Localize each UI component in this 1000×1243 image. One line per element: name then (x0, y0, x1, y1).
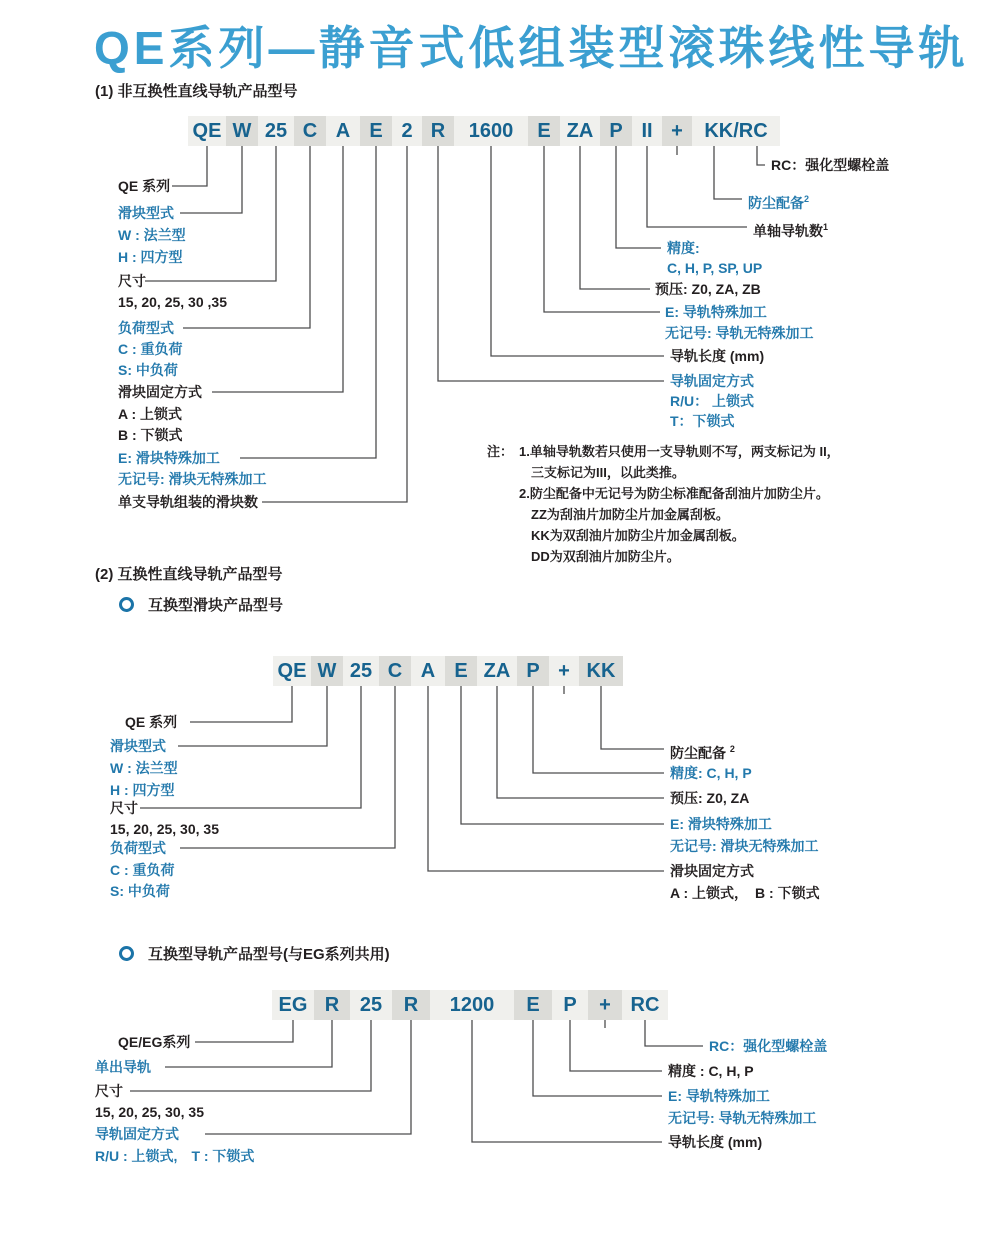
code-segment: RC (622, 990, 668, 1020)
d1-label-rail-fix: 导轨固定方式 (670, 373, 754, 389)
d1-label-block-count: 单支导轨组装的滑块数 (118, 494, 258, 510)
d1-label-block-fix-a: A : 上锁式 (118, 406, 183, 422)
d3-label-single-rail: 单出导轨 (95, 1059, 151, 1075)
code-segment: A (326, 116, 360, 146)
d2-label-block-type-w: W : 法兰型 (110, 760, 178, 776)
d2-label-block-type-h: H : 四方型 (110, 782, 175, 798)
code-segment: R (314, 990, 350, 1020)
d3-label-series: QE/EG系列 (118, 1034, 191, 1050)
d2-label-block-type: 滑块型式 (110, 738, 166, 754)
note-line-1: 1.单轴导轨数若只使用一支导轨则不写，两支标记为 II， (519, 444, 840, 459)
code-segment: KK/RC (692, 116, 780, 146)
note-line-2: 三支标记为III，以此类推。 (531, 465, 685, 480)
d3-label-rail-fix: 导轨固定方式 (95, 1126, 179, 1142)
d1-label-size: 尺寸 (118, 273, 146, 289)
code-segment: E (528, 116, 560, 146)
code-segment: 25 (350, 990, 392, 1020)
d3-label-size: 尺寸 (95, 1083, 123, 1099)
d2-label-sizes: 15, 20, 25, 30, 35 (110, 821, 219, 837)
superscript: 2 (804, 194, 810, 204)
d3-label-rail-e-none: 无记号: 导轨无特殊加工 (668, 1110, 817, 1126)
d1-label-load-type: 负荷型式 (118, 320, 174, 336)
code-segment: 1200 (430, 990, 514, 1020)
d2-label-size: 尺寸 (110, 800, 138, 816)
d1-label-rail-fix-ru: R/U： 上锁式 (670, 393, 754, 409)
code-segment: R (422, 116, 454, 146)
code-segment: R (392, 990, 430, 1020)
code-segment: QE (188, 116, 226, 146)
note-line-3: 2.防尘配备中无记号为防尘标准配备刮油片加防尘片。 (519, 486, 829, 501)
d1-label-block-type-w: W : 法兰型 (118, 227, 186, 243)
d2-label-dust: 防尘配备 $^2$ (670, 744, 735, 761)
d1-label-dust: 防尘配备$^2$ (748, 194, 810, 211)
d3-label-sizes: 15, 20, 25, 30, 35 (95, 1104, 204, 1120)
page-title: QE系列—静音式低组装型滚珠线性导轨 (94, 22, 969, 74)
d1-label-load-c: C : 重负荷 (118, 341, 183, 357)
d1-label-rail-fix-t: T：下锁式 (670, 413, 735, 429)
model-code-1 (188, 116, 780, 146)
d2-label-block-fix: 滑块固定方式 (670, 863, 754, 879)
bullet-circle-icon (119, 946, 134, 961)
d1-label-precision-values: C, H, P, SP, UP (667, 260, 763, 276)
d3-label-rail-fix-rut: R/U : 上锁式, T : 下锁式 (95, 1148, 255, 1164)
d2-label-block-e: E: 滑块特殊加工 (670, 816, 772, 832)
superscript: 1 (823, 222, 829, 232)
d3-label-precision: 精度 : C, H, P (668, 1063, 754, 1079)
code-segment: C (379, 656, 411, 686)
d1-label-load-s: S: 中负荷 (118, 362, 178, 378)
d1-label-rail-count: 单轴导轨数$^1$ (753, 222, 829, 239)
code-segment: 2 (392, 116, 422, 146)
d1-label-rc: RC：强化型螺栓盖 (771, 157, 890, 173)
d2-label-block-fix-ab: A : 上锁式， B : 下锁式 (670, 885, 820, 901)
code-segment: 25 (343, 656, 379, 686)
d2-label-precision: 精度: C, H, P (670, 765, 752, 781)
d1-label-sizes: 15, 20, 25, 30 ,35 (118, 294, 227, 310)
code-segment: E (514, 990, 552, 1020)
d1-label-rail-length: 导轨长度 (mm) (670, 348, 765, 364)
sub2b-heading: 互换型导轨产品型号(与EG系列共用) (148, 946, 390, 963)
superscript: 2 (729, 744, 735, 754)
d1-label-block-fix: 滑块固定方式 (118, 384, 202, 400)
d1-label-block-e: E: 滑块特殊加工 (118, 450, 220, 466)
notes-label: 注： (487, 444, 514, 459)
d1-label-precision: 精度: (667, 240, 700, 256)
model-code-3 (272, 990, 668, 1020)
bullet-circle-icon (119, 597, 134, 612)
sub2a-heading: 互换型滑块产品型号 (148, 597, 284, 614)
d1-label-rail-e: E: 导轨特殊加工 (665, 304, 767, 320)
code-segment: II (632, 116, 662, 146)
code-segment: + (662, 116, 692, 146)
d1-label-block-type: 滑块型式 (118, 205, 174, 221)
code-segment: W (311, 656, 343, 686)
code-segment: C (294, 116, 326, 146)
d2-label-preload: 预压: Z0, ZA (670, 790, 750, 806)
d1-label-preload: 预压: Z0, ZA, ZB (655, 281, 761, 297)
code-segment: E (445, 656, 477, 686)
code-segment: E (360, 116, 392, 146)
section2-heading: (2) 互换性直线导轨产品型号 (95, 566, 283, 583)
note-line-6: DD为双刮油片加防尘片。 (531, 549, 680, 564)
code-segment: + (588, 990, 622, 1020)
code-segment: ZA (477, 656, 517, 686)
d2-label-series: QE 系列 (125, 714, 178, 730)
d3-label-rail-e: E: 导轨特殊加工 (668, 1088, 770, 1104)
d2-label-load-type: 负荷型式 (110, 840, 166, 856)
d1-label-block-type-h: H : 四方型 (118, 249, 183, 265)
note-line-5: KK为双刮油片加防尘片加金属刮板。 (531, 528, 745, 543)
note-line-4: ZZ为刮油片加防尘片加金属刮板。 (531, 507, 729, 522)
code-segment: 1600 (454, 116, 528, 146)
code-segment: 25 (258, 116, 294, 146)
code-segment: ZA (560, 116, 600, 146)
d1-label-rail-e-none: 无记号: 导轨无特殊加工 (665, 325, 814, 341)
section1-heading: (1) 非互换性直线导轨产品型号 (95, 83, 298, 100)
code-segment: P (600, 116, 632, 146)
code-segment: W (226, 116, 258, 146)
code-segment: QE (273, 656, 311, 686)
d1-label-series: QE 系列 (118, 178, 171, 194)
code-segment: KK (579, 656, 623, 686)
d2-label-load-c: C : 重负荷 (110, 862, 175, 878)
d2-label-block-e-none: 无记号: 滑块无特殊加工 (670, 838, 819, 854)
code-segment: P (517, 656, 549, 686)
d3-label-rail-length: 导轨长度 (mm) (668, 1134, 763, 1150)
d1-label-block-e-none: 无记号: 滑块无特殊加工 (118, 471, 267, 487)
d1-label-block-fix-b: B : 下锁式 (118, 427, 183, 443)
d3-label-rc: RC：强化型螺栓盖 (709, 1038, 828, 1054)
code-segment: P (552, 990, 588, 1020)
code-segment: A (411, 656, 445, 686)
d2-label-load-s: S: 中负荷 (110, 883, 170, 899)
model-code-2 (273, 656, 623, 686)
code-segment: + (549, 656, 579, 686)
code-segment: EG (272, 990, 314, 1020)
